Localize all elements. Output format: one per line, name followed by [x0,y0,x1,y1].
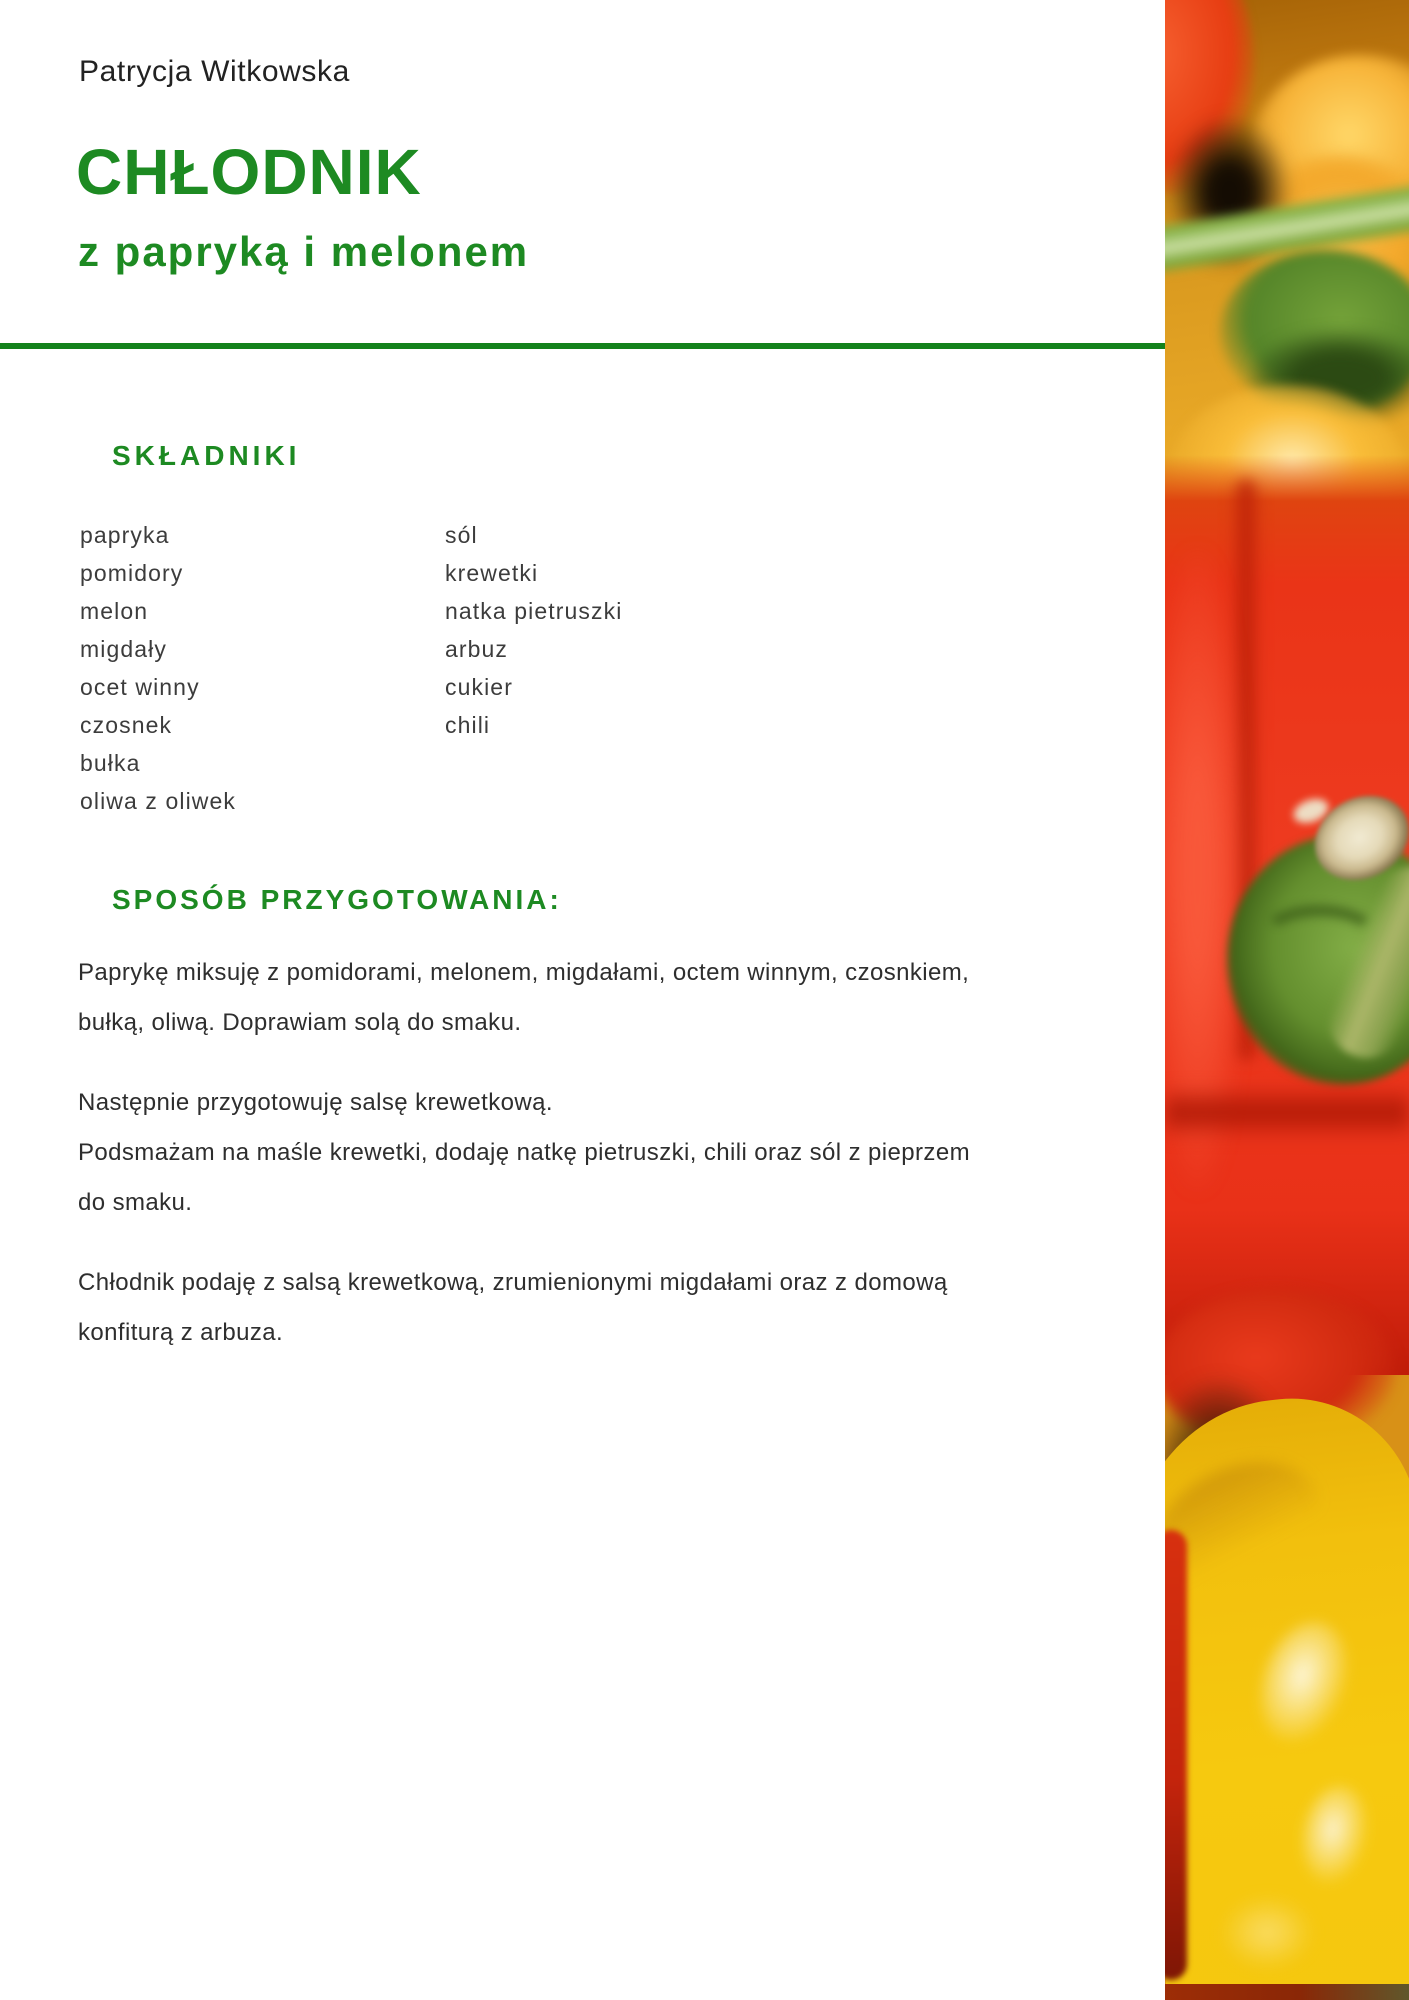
paragraph-line: do smaku. [78,1189,193,1216]
page-subtitle: z papryką i melonem [78,228,530,275]
photo-red-strip-left [1165,1530,1187,1980]
preparation-text [78,948,1138,1358]
paragraph-line: Chłodnik podaję z salsą krewetkową, zrumienionymi migdałami oraz z domową [78,1269,948,1296]
ingredient-item: melon [80,598,149,624]
ingredients-column-2 [445,516,622,744]
preparation-heading: SPOSÓB PRZYGOTOWANIA: [112,884,562,915]
paragraph-line: Podsmażam na maśle krewetki, dodaję natkę pietruszki, chili oraz sól z pieprzem [78,1139,970,1166]
ingredients-heading: SKŁADNIKI [112,440,301,471]
preparation-paragraph [78,1078,1138,1228]
ingredient-item: krewetki [445,560,539,586]
paragraph-line: Paprykę miksuję z pomidorami, melonem, migdałami, octem winnym, czosnkiem, [78,959,970,986]
green-divider [0,343,1165,349]
ingredient-item: papryka [80,522,170,548]
ingredient-item: arbuz [445,636,509,662]
ingredient-item: chili [445,712,491,738]
photo-bottom-edge [1165,1984,1409,2000]
ingredient-item: cukier [445,674,513,700]
ingredient-item: oliwa z oliwek [80,788,237,814]
ingredient-item: bułka [80,750,141,776]
preparation-paragraph [78,948,1138,1048]
ingredient-item: pomidory [80,560,184,586]
photo-red-pepper-crease [1165,1085,1409,1140]
paragraph-line: bułką, oliwą. Doprawiam solą do smaku. [78,1009,522,1036]
peppers-photo [1165,0,1409,2000]
ingredient-item: migdały [80,636,167,662]
page-title: CHŁODNIK [76,136,422,208]
ingredients-column-1 [80,516,236,820]
ingredient-item: sól [445,522,478,548]
ingredient-item: czosnek [80,712,173,738]
ingredient-item: natka pietruszki [445,598,623,624]
paragraph-line: Następnie przygotowuję salsę krewetkową. [78,1089,553,1116]
ingredient-item: ocet winny [80,674,200,700]
photo-gloss-highlight [1220,1895,1315,1970]
preparation-paragraph [78,1258,1138,1358]
author-name: Patrycja Witkowska [79,55,350,88]
paragraph-line: konfiturą z arbuza. [78,1319,284,1346]
